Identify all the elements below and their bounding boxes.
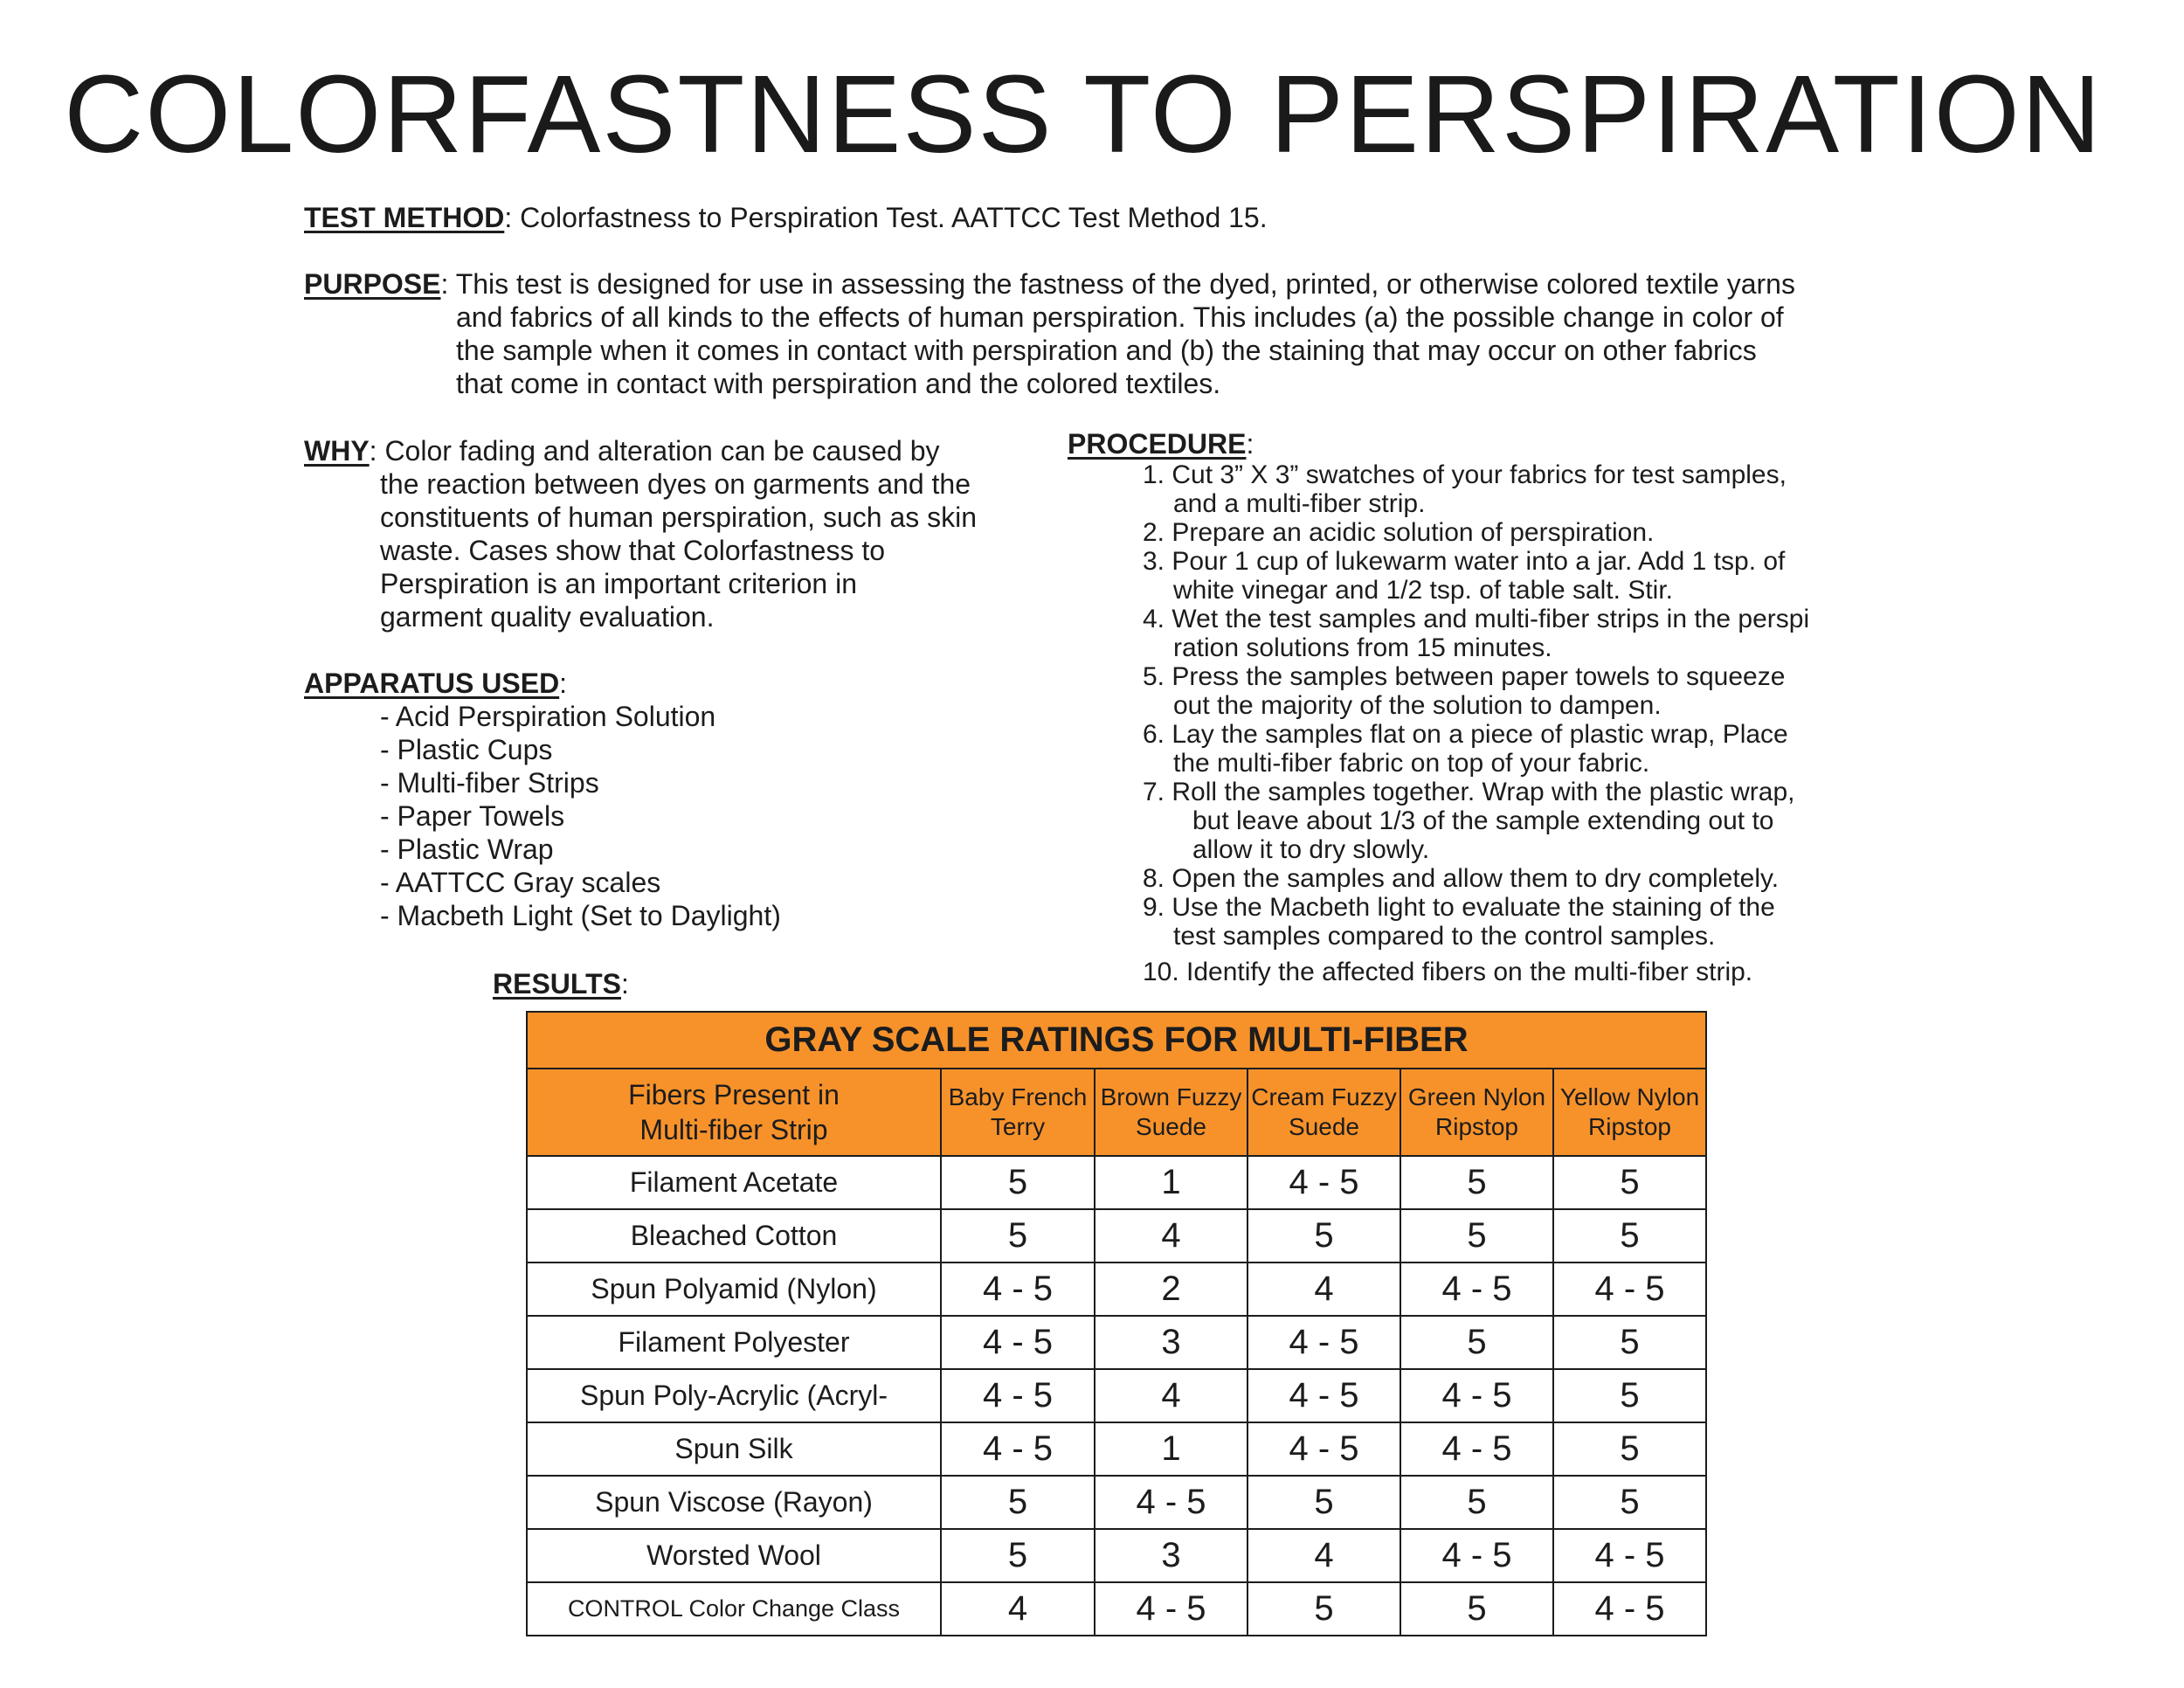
why-line: garment quality evaluation. [380, 601, 715, 633]
header-line: Fibers Present in [628, 1079, 840, 1110]
header-line: Yellow Nylon [1559, 1083, 1700, 1110]
procedure-step: but leave about 1/3 of the sample extending out to [1192, 806, 1774, 835]
header-line: Suede [1136, 1113, 1206, 1140]
rating-cell: 5 [1553, 1156, 1706, 1209]
rating-cell: 1 [1095, 1156, 1248, 1209]
rating-cell: 5 [1553, 1369, 1706, 1422]
procedure-step: the multi-fiber fabric on top of your fabric. [1173, 749, 1650, 778]
procedure-step: 10. Identify the affected fibers on the multi-fiber strip. [1143, 958, 1753, 986]
fiber-cell: Spun Polyamid (Nylon) [527, 1263, 941, 1316]
list-item: - Paper Towels [380, 800, 565, 832]
rating-cell: 4 [1095, 1369, 1248, 1422]
rating-cell: 4 - 5 [1400, 1263, 1553, 1316]
fiber-cell: Spun Viscose (Rayon) [527, 1476, 941, 1529]
table-header-row [527, 1069, 1706, 1156]
rating-cell: 5 [941, 1209, 1095, 1263]
rating-cell: 5 [1248, 1476, 1400, 1529]
header-line: Suede [1289, 1113, 1359, 1140]
why-line: waste. Cases show that Colorfastness to [380, 535, 886, 566]
header-line: Multi-fiber Strip [639, 1114, 828, 1145]
rating-cell: 5 [1400, 1582, 1553, 1636]
table-row [527, 1529, 1706, 1582]
results-label: RESULTS [493, 968, 621, 1000]
ratings-table [526, 1011, 1707, 1636]
rating-cell: 4 - 5 [1248, 1422, 1400, 1476]
table-row [527, 1369, 1706, 1422]
apparatus-label: APPARATUS USED [304, 668, 560, 699]
purpose-line: : This test is designed for use in assessing the fastness of the dyed, printed, or otherwise colored textile yarns [440, 268, 1795, 300]
column-header-fibers [527, 1069, 941, 1156]
rating-cell: 3 [1095, 1316, 1248, 1369]
rating-cell: 4 - 5 [1248, 1156, 1400, 1209]
rating-cell: 4 - 5 [1248, 1316, 1400, 1369]
column-header [1095, 1069, 1248, 1156]
procedure-step: 2. Prepare an acidic solution of perspiration. [1143, 518, 1655, 547]
rating-cell: 4 - 5 [941, 1369, 1095, 1422]
rating-cell: 5 [1553, 1316, 1706, 1369]
rating-cell: 5 [1400, 1156, 1553, 1209]
table-row [527, 1582, 1706, 1636]
table-row [527, 1156, 1706, 1209]
rating-cell: 5 [1248, 1209, 1400, 1263]
column-header [1248, 1069, 1400, 1156]
procedure-step: 8. Open the samples and allow them to dry completely. [1143, 864, 1780, 893]
rating-cell: 5 [941, 1476, 1095, 1529]
rating-cell: 4 - 5 [1095, 1476, 1248, 1529]
procedure-step: 3. Pour 1 cup of lukewarm water into a jar. Add 1 tsp. of [1143, 547, 1786, 576]
purpose-line: the sample when it comes in contact with perspiration and (b) the staining that may occur on other fabrics [456, 335, 1757, 366]
procedure-step: 5. Press the samples between paper towels to squeeze [1143, 662, 1786, 691]
rating-cell: 4 - 5 [1553, 1263, 1706, 1316]
procedure-list [1143, 460, 1809, 986]
column-header [941, 1069, 1095, 1156]
test-method-section [304, 201, 1268, 234]
rating-cell: 4 [941, 1582, 1095, 1636]
header-line: Ripstop [1588, 1113, 1671, 1140]
procedure-label: PROCEDURE [1068, 428, 1247, 460]
apparatus-list [380, 700, 781, 932]
purpose-line: that come in contact with perspiration and the colored textiles. [456, 368, 1221, 399]
rating-cell: 4 [1248, 1529, 1400, 1582]
purpose-line: and fabrics of all kinds to the effects of human perspiration. This includes (a) the possible change in color of [456, 301, 1784, 333]
fiber-cell: Bleached Cotton [527, 1209, 941, 1263]
table-row [527, 1209, 1706, 1263]
rating-cell: 5 [1400, 1209, 1553, 1263]
rating-cell: 4 - 5 [1095, 1582, 1248, 1636]
why-line: Perspiration is an important criterion in [380, 568, 858, 599]
procedure-step: 6. Lay the samples flat on a piece of plastic wrap, Place [1143, 720, 1788, 749]
header-line: Brown Fuzzy [1100, 1083, 1242, 1110]
why-line: constituents of human perspiration, such as skin [380, 502, 978, 533]
rating-cell: 4 - 5 [1553, 1529, 1706, 1582]
rating-cell: 1 [1095, 1422, 1248, 1476]
list-item: - AATTCC Gray scales [380, 867, 661, 898]
test-method-text: : Colorfastness to Perspiration Test. AATTCC Test Method 15. [504, 202, 1268, 233]
table-title: GRAY SCALE RATINGS FOR MULTI-FIBER [527, 1012, 1706, 1069]
why-label: WHY [304, 435, 370, 467]
why-section [304, 434, 977, 633]
procedure-step: out the majority of the solution to dampen. [1173, 691, 1662, 720]
rating-cell: 5 [941, 1529, 1095, 1582]
rating-cell: 5 [1553, 1422, 1706, 1476]
column-header [1553, 1069, 1706, 1156]
rating-cell: 2 [1095, 1263, 1248, 1316]
table-row [527, 1422, 1706, 1476]
apparatus-section [304, 667, 567, 700]
page-title: COLORFASTNESS TO PERSPIRATION [64, 52, 2103, 176]
rating-cell: 4 - 5 [941, 1316, 1095, 1369]
procedure-step: 1. Cut 3” X 3” swatches of your fabrics for test samples, [1143, 460, 1787, 489]
why-line: the reaction between dyes on garments and the [380, 468, 971, 500]
test-method-label: TEST METHOD [304, 202, 505, 233]
purpose-section [304, 267, 1795, 400]
rating-cell: 5 [1553, 1209, 1706, 1263]
fiber-cell: CONTROL Color Change Class [527, 1582, 941, 1636]
rating-cell: 4 - 5 [1248, 1369, 1400, 1422]
table-row [527, 1476, 1706, 1529]
procedure-step: 7. Roll the samples together. Wrap with the plastic wrap, [1143, 778, 1795, 806]
header-line: Terry [990, 1113, 1046, 1140]
rating-cell: 4 - 5 [941, 1263, 1095, 1316]
header-line: Cream Fuzzy [1251, 1083, 1397, 1110]
column-header [1400, 1069, 1553, 1156]
rating-cell: 3 [1095, 1529, 1248, 1582]
results-section [493, 967, 629, 1000]
table-row [527, 1316, 1706, 1369]
rating-cell: 5 [1400, 1476, 1553, 1529]
rating-cell: 4 - 5 [1553, 1582, 1706, 1636]
rating-cell: 5 [1248, 1582, 1400, 1636]
procedure-step: ration solutions from 15 minutes. [1173, 633, 1552, 662]
rating-cell: 4 [1095, 1209, 1248, 1263]
table-row [527, 1263, 1706, 1316]
procedure-step: and a multi-fiber strip. [1173, 489, 1426, 518]
fiber-cell: Filament Acetate [527, 1156, 941, 1209]
list-item: - Multi-fiber Strips [380, 767, 599, 799]
list-item: - Acid Perspiration Solution [380, 701, 716, 732]
procedure-step: 9. Use the Macbeth light to evaluate the staining of the [1143, 893, 1775, 922]
rating-cell: 4 - 5 [941, 1422, 1095, 1476]
header-line: Ripstop [1435, 1113, 1518, 1140]
header-line: Baby French [948, 1083, 1088, 1110]
procedure-suffix: : [1246, 428, 1254, 460]
fiber-cell: Spun Silk [527, 1422, 941, 1476]
results-suffix: : [620, 968, 629, 1000]
apparatus-suffix: : [559, 668, 568, 699]
procedure-step: white vinegar and 1/2 tsp. of table salt. Stir. [1173, 576, 1673, 605]
purpose-label: PURPOSE [304, 268, 441, 300]
fiber-cell: Worsted Wool [527, 1529, 941, 1582]
list-item: - Macbeth Light (Set to Daylight) [380, 900, 781, 931]
rating-cell: 5 [1400, 1316, 1553, 1369]
rating-cell: 5 [1553, 1476, 1706, 1529]
procedure-section [1068, 427, 1254, 460]
fiber-cell: Spun Poly-Acrylic (Acryl- [527, 1369, 941, 1422]
rating-cell: 4 [1248, 1263, 1400, 1316]
list-item: - Plastic Wrap [380, 834, 554, 865]
rating-cell: 4 - 5 [1400, 1369, 1553, 1422]
header-line: Green Nylon [1407, 1083, 1546, 1110]
rating-cell: 4 - 5 [1400, 1422, 1553, 1476]
rating-cell: 5 [941, 1156, 1095, 1209]
procedure-step: allow it to dry slowly. [1192, 835, 1430, 864]
procedure-step: 4. Wet the test samples and multi-fiber strips in the perspi [1143, 605, 1810, 633]
procedure-step: test samples compared to the control samples. [1173, 922, 1716, 951]
fiber-cell: Filament Polyester [527, 1316, 941, 1369]
list-item: - Plastic Cups [380, 734, 553, 765]
why-line: : Color fading and alteration can be caused by [369, 435, 940, 467]
rating-cell: 4 - 5 [1400, 1529, 1553, 1582]
